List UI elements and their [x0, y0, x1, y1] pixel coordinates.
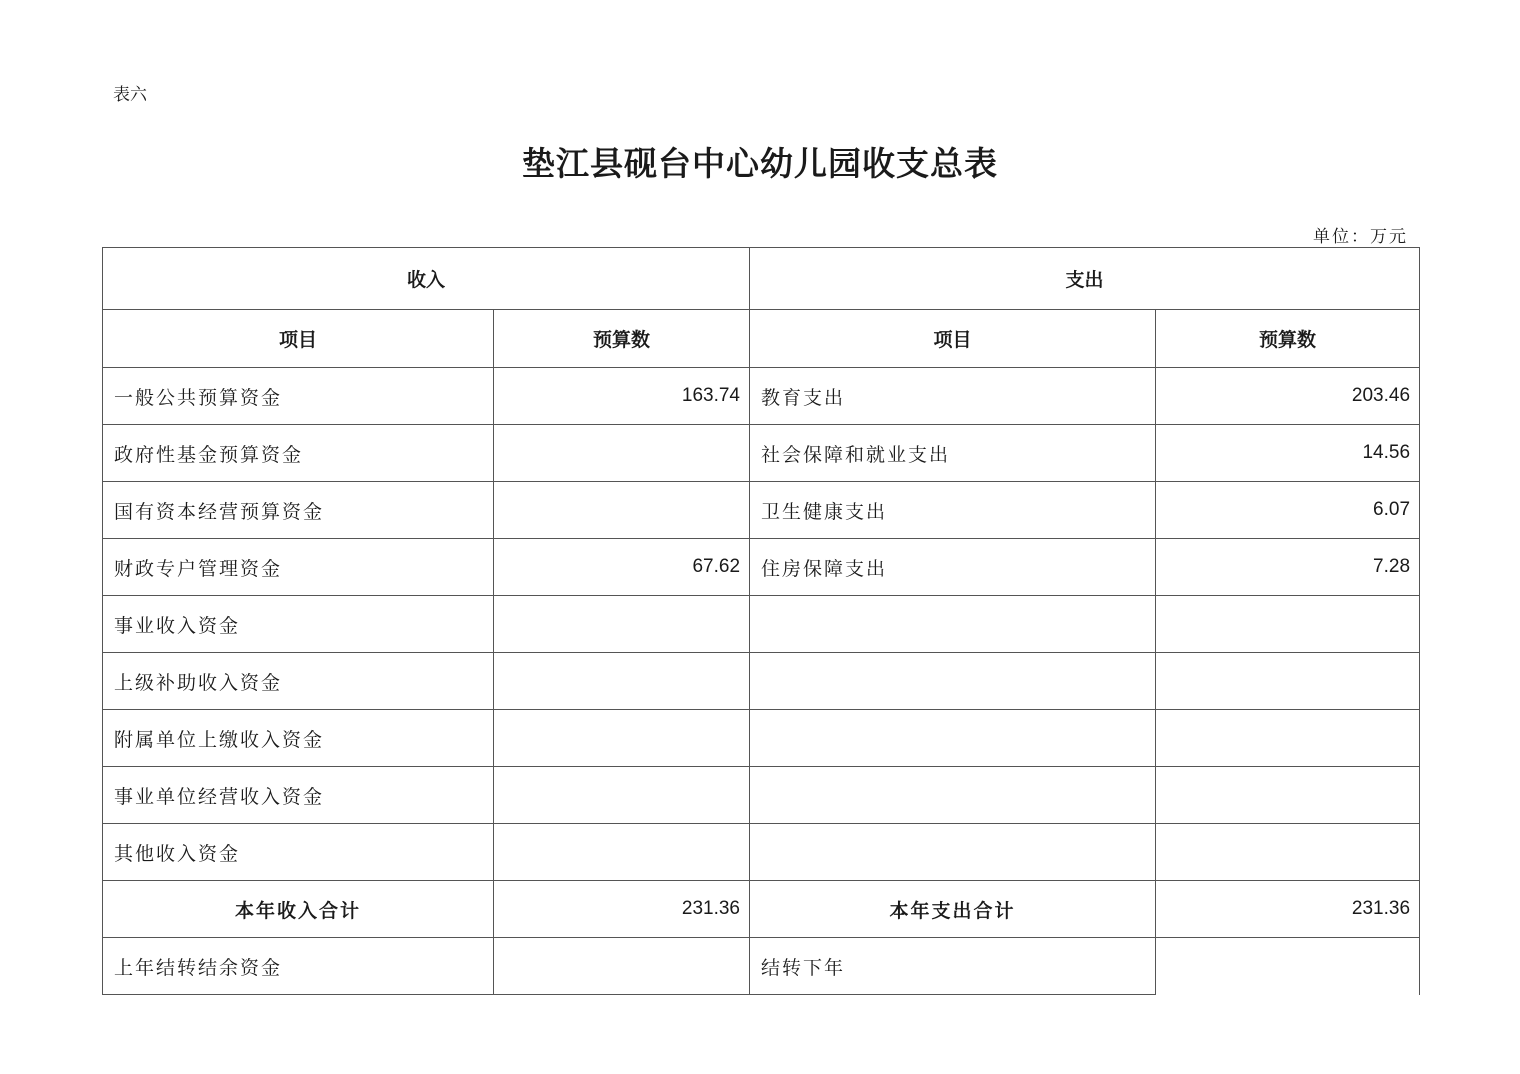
carryover-row — [103, 938, 1420, 995]
income-amount — [494, 824, 750, 881]
income-amount: 163.74 — [494, 368, 750, 425]
table-row — [103, 482, 1420, 539]
income-amount — [494, 710, 750, 767]
expense-amount: 203.46 — [1156, 368, 1420, 425]
expense-item: 卫生健康支出 — [750, 482, 1156, 539]
expense-item — [750, 710, 1156, 767]
income-amount: 67.62 — [494, 539, 750, 596]
totals-row — [103, 881, 1420, 938]
income-item-header: 项目 — [103, 310, 494, 368]
income-item: 其他收入资金 — [103, 824, 494, 881]
income-budget-header: 预算数 — [494, 310, 750, 368]
income-item: 国有资本经营预算资金 — [103, 482, 494, 539]
column-header-row — [103, 310, 1420, 368]
table-row — [103, 596, 1420, 653]
income-item: 一般公共预算资金 — [103, 368, 494, 425]
carryover-expense-amount — [1156, 938, 1420, 995]
income-amount — [494, 767, 750, 824]
expense-item — [750, 596, 1156, 653]
table-row — [103, 425, 1420, 482]
income-item: 附属单位上缴收入资金 — [103, 710, 494, 767]
income-amount — [494, 653, 750, 710]
table-row — [103, 368, 1420, 425]
expense-amount — [1156, 824, 1420, 881]
expense-item — [750, 653, 1156, 710]
table-row — [103, 539, 1420, 596]
expense-total-label: 本年支出合计 — [750, 881, 1156, 938]
expense-amount: 7.28 — [1156, 539, 1420, 596]
income-item: 事业收入资金 — [103, 596, 494, 653]
income-amount — [494, 482, 750, 539]
expense-item-header: 项目 — [750, 310, 1156, 368]
expense-item: 住房保障支出 — [750, 539, 1156, 596]
sheet-label: 表六 — [113, 85, 147, 105]
expense-amount — [1156, 710, 1420, 767]
income-total-amount: 231.36 — [494, 881, 750, 938]
income-item: 政府性基金预算资金 — [103, 425, 494, 482]
unit-label: 单位：万元 — [1313, 227, 1408, 247]
expense-amount — [1156, 767, 1420, 824]
carryover-income-item: 上年结转结余资金 — [103, 938, 494, 995]
income-total-label: 本年收入合计 — [103, 881, 494, 938]
expense-amount: 14.56 — [1156, 425, 1420, 482]
page-title: 垫江县砚台中心幼儿园收支总表 — [522, 144, 998, 183]
income-item: 财政专户管理资金 — [103, 539, 494, 596]
income-group-header: 收入 — [103, 248, 750, 310]
income-item: 上级补助收入资金 — [103, 653, 494, 710]
expense-item: 教育支出 — [750, 368, 1156, 425]
expense-group-header: 支出 — [750, 248, 1420, 310]
table-row — [103, 767, 1420, 824]
carryover-expense-item: 结转下年 — [750, 938, 1156, 995]
income-amount — [494, 596, 750, 653]
table-row — [103, 653, 1420, 710]
expense-budget-header: 预算数 — [1156, 310, 1420, 368]
table-row — [103, 824, 1420, 881]
expense-item: 社会保障和就业支出 — [750, 425, 1156, 482]
expense-amount — [1156, 596, 1420, 653]
budget-summary-table — [102, 247, 1420, 995]
expense-total-amount: 231.36 — [1156, 881, 1420, 938]
expense-item — [750, 767, 1156, 824]
income-amount — [494, 425, 750, 482]
expense-amount — [1156, 653, 1420, 710]
carryover-income-amount — [494, 938, 750, 995]
expense-item — [750, 824, 1156, 881]
income-item: 事业单位经营收入资金 — [103, 767, 494, 824]
table-row — [103, 710, 1420, 767]
expense-amount: 6.07 — [1156, 482, 1420, 539]
group-header-row — [103, 248, 1420, 310]
